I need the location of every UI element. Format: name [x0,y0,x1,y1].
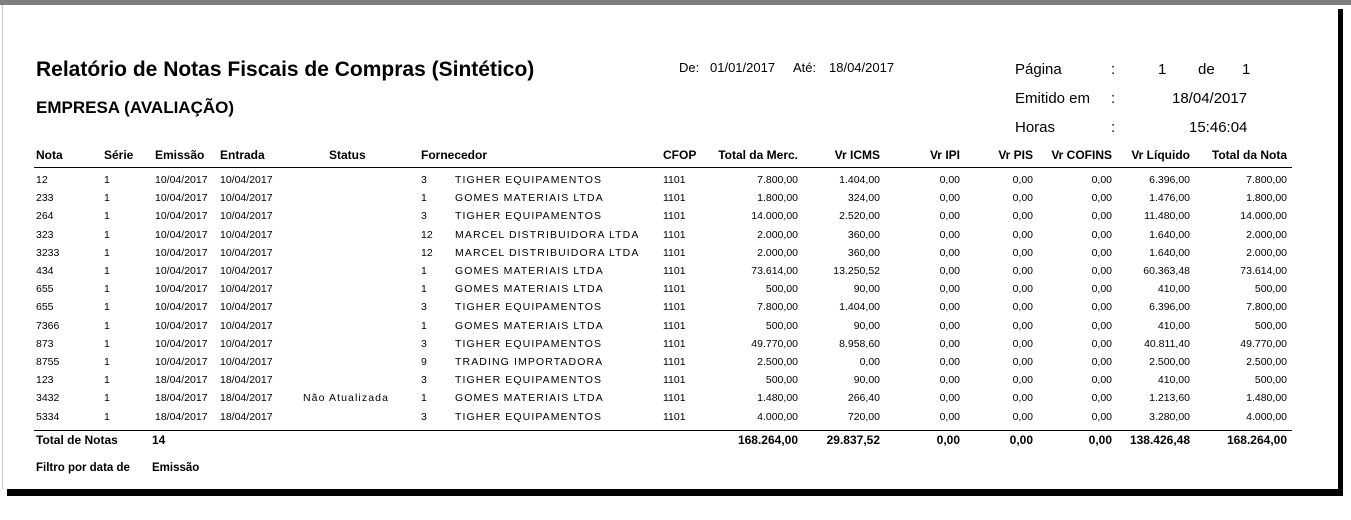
cell-serie: 1 [104,265,110,277]
cell-serie: 1 [104,356,110,368]
cell-nota: 655 [36,301,54,314]
cell-vr-liquido: 1.476,00 [1149,192,1190,205]
cell-entrada: 10/04/2017 [220,319,273,332]
cell-cfop: 1101 [663,283,686,296]
table-row [0,410,1351,428]
cell-vr-pis: 0,00 [1012,265,1033,277]
cell-fornecedor-nome: TIGHER EQUIPAMENTOS [455,410,603,423]
cell-serie: 1 [104,392,110,405]
cell-vr-cofins: 0,00 [1091,410,1112,423]
page-shadow-bottom [7,489,1343,496]
totals-total-nota: 168.264,00 [1226,433,1287,447]
cell-vr-pis: 0,00 [1012,301,1033,314]
cell-emissao: 10/04/2017 [155,210,208,223]
cell-vr-ipi: 0,00 [939,192,960,205]
cell-vr-ipi: 0,00 [939,392,960,405]
column-header-vr-liquido: Vr Líquido [1131,148,1190,162]
cell-cfop: 1101 [663,192,686,205]
cell-cfop: 1101 [663,374,686,387]
cell-vr-ipi: 0,00 [939,210,960,223]
issued-separator: : [1111,90,1116,107]
cell-vr-cofins: 0,00 [1091,174,1112,186]
page-number: 1 [1158,61,1167,78]
period-from-date: 01/01/2017 [710,60,776,75]
page-of-label: de [1198,61,1215,78]
cell-total-nota: 500,00 [1254,283,1287,296]
cell-nota: 655 [36,283,54,296]
cell-entrada: 10/04/2017 [220,337,273,350]
header-divider [34,167,1292,168]
hours-separator: : [1111,119,1116,136]
cell-vr-ipi: 0,00 [939,356,960,368]
cell-vr-icms: 13.250,52 [833,265,880,277]
cell-serie: 1 [104,246,110,259]
cell-vr-icms: 8.958,60 [839,337,880,350]
column-header-vr-icms: Vr ICMS [834,148,880,162]
cell-entrada: 10/04/2017 [220,174,273,186]
cell-entrada: 18/04/2017 [220,374,273,387]
cell-vr-ipi: 0,00 [939,410,960,423]
cell-vr-cofins: 0,00 [1091,337,1112,350]
cell-vr-ipi: 0,00 [939,319,960,332]
cell-vr-icms: 2.520,00 [839,210,880,223]
cell-fornecedor-nome: TIGHER EQUIPAMENTOS [455,374,603,387]
cell-serie: 1 [104,210,110,223]
cell-total-merc: 7.800,00 [757,174,798,186]
cell-emissao: 18/04/2017 [155,410,208,423]
cell-emissao: 10/04/2017 [155,356,208,368]
table-row [0,337,1351,355]
cell-vr-pis: 0,00 [1012,392,1033,405]
cell-vr-pis: 0,00 [1012,374,1033,387]
cell-vr-cofins: 0,00 [1091,319,1112,332]
cell-cfop: 1101 [663,356,686,368]
cell-cfop: 1101 [663,392,686,405]
table-row [0,264,1351,282]
cell-emissao: 10/04/2017 [155,192,208,205]
cell-vr-pis: 0,00 [1012,192,1033,205]
totals-vr-pis: 0,00 [1009,433,1033,447]
cell-vr-cofins: 0,00 [1091,265,1112,277]
filter-value: Emissão [152,462,200,474]
cell-vr-liquido: 6.396,00 [1149,301,1190,314]
cell-vr-cofins: 0,00 [1091,246,1112,259]
cell-fornecedor-nome: GOMES MATERIAIS LTDA [455,392,604,405]
cell-cfop: 1101 [663,301,686,314]
cell-total-nota: 2.500,00 [1246,356,1287,368]
table-row [0,191,1351,209]
cell-vr-cofins: 0,00 [1091,210,1112,223]
table-row [0,319,1351,337]
cell-serie: 1 [104,192,110,205]
cell-emissao: 10/04/2017 [155,319,208,332]
column-header-nota: Nota [36,148,63,162]
cell-fornecedor-codigo: 3 [421,374,427,387]
cell-total-nota: 7.800,00 [1246,301,1287,314]
cell-total-merc: 1.800,00 [757,192,798,205]
cell-total-merc: 500,00 [765,374,798,387]
cell-vr-liquido: 410,00 [1157,283,1190,296]
cell-entrada: 10/04/2017 [220,192,273,205]
cell-total-merc: 7.800,00 [757,301,798,314]
cell-fornecedor-codigo: 12 [421,228,433,241]
table-row [0,391,1351,409]
cell-vr-liquido: 1.640,00 [1149,228,1190,241]
hours-label: Horas [1015,119,1056,136]
cell-nota: 233 [36,192,54,205]
cell-fornecedor-nome: TIGHER EQUIPAMENTOS [455,210,603,223]
cell-total-nota: 1.480,00 [1246,392,1287,405]
totals-vr-cofins: 0,00 [1088,433,1112,447]
cell-vr-liquido: 2.500,00 [1149,356,1190,368]
column-header-fornecedor: Fornecedor [421,148,488,162]
cell-vr-liquido: 60.363,48 [1143,265,1190,277]
cell-fornecedor-codigo: 3 [421,410,427,423]
cell-vr-icms: 266,40 [847,392,880,405]
cell-vr-pis: 0,00 [1012,283,1033,296]
cell-vr-liquido: 410,00 [1157,319,1190,332]
cell-fornecedor-nome: TIGHER EQUIPAMENTOS [455,174,603,186]
cell-total-merc: 49.770,00 [751,337,798,350]
cell-nota: 123 [36,374,54,387]
cell-vr-cofins: 0,00 [1091,392,1112,405]
cell-fornecedor-codigo: 3 [421,174,427,186]
cell-total-nota: 2.000,00 [1246,246,1287,259]
cell-vr-icms: 720,00 [847,410,880,423]
company-name: EMPRESA (AVALIAÇÃO) [36,98,235,117]
cell-fornecedor-codigo: 1 [421,283,427,296]
totals-count: 14 [152,433,166,447]
cell-vr-liquido: 40.811,40 [1144,337,1190,350]
cell-nota: 5334 [36,410,60,423]
cell-fornecedor-codigo: 12 [421,246,433,259]
cell-nota: 3233 [36,246,60,259]
cell-total-nota: 49.770,00 [1240,337,1287,350]
cell-fornecedor-nome: GOMES MATERIAIS LTDA [455,319,604,332]
cell-vr-icms: 1.404,00 [839,301,880,314]
cell-total-merc: 14.000,00 [751,210,798,223]
cell-entrada: 18/04/2017 [220,410,273,423]
period-to-label: Até: [793,60,817,75]
totals-vr-liquido: 138.426,48 [1129,433,1190,447]
cell-nota: 434 [36,265,54,277]
cell-fornecedor-codigo: 1 [421,265,427,277]
cell-entrada: 10/04/2017 [220,210,273,223]
cell-total-merc: 500,00 [765,283,798,296]
period-to-date: 18/04/2017 [829,60,895,75]
cell-vr-liquido: 3.280,00 [1149,410,1190,423]
cell-vr-pis: 0,00 [1012,210,1033,223]
cell-fornecedor-nome: GOMES MATERIAIS LTDA [455,265,604,277]
table-row [0,300,1351,318]
cell-vr-icms: 360,00 [847,228,880,241]
cell-vr-icms: 324,00 [847,192,880,205]
cell-vr-pis: 0,00 [1012,337,1033,350]
cell-emissao: 10/04/2017 [155,283,208,296]
cell-vr-ipi: 0,00 [939,174,960,186]
cell-emissao: 10/04/2017 [155,228,208,241]
cell-fornecedor-nome: TRADING IMPORTADORA [455,356,604,368]
cell-vr-pis: 0,00 [1012,319,1033,332]
cell-emissao: 10/04/2017 [155,337,208,350]
cell-vr-ipi: 0,00 [939,283,960,296]
cell-fornecedor-codigo: 1 [421,319,427,332]
cell-status: Não Atualizada [303,392,390,405]
cell-fornecedor-codigo: 9 [421,356,427,368]
cell-cfop: 1101 [663,337,686,350]
cell-entrada: 10/04/2017 [220,283,273,296]
page-total: 1 [1242,61,1251,78]
page-separator: : [1111,61,1116,78]
cell-fornecedor-codigo: 3 [421,210,427,223]
cell-fornecedor-nome: TIGHER EQUIPAMENTOS [455,301,603,314]
cell-vr-cofins: 0,00 [1091,283,1112,296]
totals-divider [34,430,1292,431]
table-row [0,246,1351,264]
cell-serie: 1 [104,228,110,241]
cell-fornecedor-nome: MARCEL DISTRIBUIDORA LTDA [455,228,640,241]
cell-vr-pis: 0,00 [1012,410,1033,423]
column-header-serie: Série [104,148,134,162]
cell-cfop: 1101 [663,246,686,259]
column-header-vr-cofins: Vr COFINS [1051,148,1112,162]
cell-total-merc: 73.614,00 [751,265,798,277]
cell-vr-icms: 90,00 [853,319,880,332]
cell-cfop: 1101 [663,210,686,223]
totals-total-merc: 168.264,00 [737,433,798,447]
cell-serie: 1 [104,301,110,314]
cell-total-nota: 500,00 [1254,319,1287,332]
cell-vr-ipi: 0,00 [939,374,960,387]
totals-label: Total de Notas [36,433,118,447]
cell-vr-liquido: 6.396,00 [1149,174,1190,186]
report-title: Relatório de Notas Fiscais de Compras (Sintético) [36,58,535,81]
cell-entrada: 10/04/2017 [220,228,273,241]
cell-cfop: 1101 [663,410,686,423]
table-row [0,373,1351,391]
page-label: Página [1015,61,1062,78]
cell-vr-icms: 1.404,00 [839,174,880,186]
column-header-vr-pis: Vr PIS [998,148,1033,162]
period-from-label: De: [679,60,700,75]
column-header-cfop: CFOP [663,148,697,162]
cell-entrada: 10/04/2017 [220,301,273,314]
cell-total-nota: 73.614,00 [1240,265,1287,277]
cell-emissao: 18/04/2017 [155,374,208,387]
cell-emissao: 10/04/2017 [155,246,208,259]
table-row [0,228,1351,246]
cell-vr-pis: 0,00 [1012,228,1033,241]
column-header-vr-ipi: Vr IPI [929,148,960,162]
cell-fornecedor-nome: TIGHER EQUIPAMENTOS [455,337,603,350]
cell-vr-cofins: 0,00 [1091,356,1112,368]
cell-vr-icms: 0,00 [859,356,880,368]
cell-fornecedor-codigo: 1 [421,392,427,405]
cell-serie: 1 [104,374,110,387]
table-row [0,209,1351,227]
cell-vr-cofins: 0,00 [1091,192,1112,205]
cell-total-merc: 1.480,00 [757,392,798,405]
totals-vr-icms: 29.837,52 [826,433,880,447]
cell-fornecedor-codigo: 3 [421,337,427,350]
cell-nota: 12 [36,174,48,186]
cell-cfop: 1101 [663,319,686,332]
cell-total-nota: 14.000,00 [1240,210,1287,223]
cell-total-nota: 1.800,00 [1246,192,1287,205]
cell-serie: 1 [104,337,110,350]
column-header-entrada: Entrada [220,148,265,162]
cell-entrada: 18/04/2017 [220,392,273,405]
cell-serie: 1 [104,410,110,423]
cell-cfop: 1101 [663,265,686,277]
cell-total-nota: 500,00 [1254,374,1287,387]
cell-cfop: 1101 [663,228,686,241]
cell-vr-liquido: 1.640,00 [1149,246,1190,259]
cell-emissao: 10/04/2017 [155,301,208,314]
cell-vr-ipi: 0,00 [939,301,960,314]
cell-vr-icms: 360,00 [847,246,880,259]
cell-vr-pis: 0,00 [1012,246,1033,259]
cell-vr-pis: 0,00 [1012,174,1033,186]
cell-vr-liquido: 1.213,60 [1149,392,1190,405]
cell-nota: 7366 [36,319,60,332]
cell-cfop: 1101 [663,174,686,186]
cell-emissao: 10/04/2017 [155,174,208,186]
table-row [0,173,1351,191]
column-header-total-nota: Total da Nota [1211,148,1287,162]
cell-vr-liquido: 11.480,00 [1144,210,1190,223]
cell-total-merc: 500,00 [765,319,798,332]
cell-total-merc: 2.500,00 [757,356,798,368]
cell-fornecedor-nome: MARCEL DISTRIBUIDORA LTDA [455,246,640,259]
cell-vr-icms: 90,00 [853,283,880,296]
cell-fornecedor-nome: GOMES MATERIAIS LTDA [455,192,604,205]
cell-nota: 3432 [36,392,60,405]
table-row [0,282,1351,300]
cell-fornecedor-nome: GOMES MATERIAIS LTDA [455,283,604,296]
cell-serie: 1 [104,174,110,186]
cell-fornecedor-codigo: 1 [421,192,427,205]
table-row [0,355,1351,373]
cell-vr-ipi: 0,00 [939,228,960,241]
cell-total-nota: 2.000,00 [1246,228,1287,241]
hours-value: 15:46:04 [1189,119,1248,136]
cell-total-nota: 4.000,00 [1246,410,1287,423]
cell-entrada: 10/04/2017 [220,356,273,368]
cell-vr-pis: 0,00 [1012,356,1033,368]
filter-label: Filtro por data de [36,462,130,474]
cell-entrada: 10/04/2017 [220,265,273,277]
cell-emissao: 10/04/2017 [155,265,208,277]
cell-vr-icms: 90,00 [853,374,880,387]
cell-total-merc: 2.000,00 [757,228,798,241]
cell-nota: 873 [36,337,54,350]
cell-entrada: 10/04/2017 [220,246,273,259]
cell-total-merc: 2.000,00 [757,246,798,259]
issued-date: 18/04/2017 [1172,90,1248,107]
cell-vr-ipi: 0,00 [939,246,960,259]
cell-vr-cofins: 0,00 [1091,374,1112,387]
cell-vr-ipi: 0,00 [939,337,960,350]
column-header-total-merc: Total da Merc. [718,148,798,162]
totals-vr-ipi: 0,00 [936,433,960,447]
cell-serie: 1 [104,319,110,332]
issued-label: Emitido em [1015,90,1091,107]
cell-fornecedor-codigo: 3 [421,301,427,314]
column-header-emissao: Emissão [155,148,205,162]
cell-total-merc: 4.000,00 [757,410,798,423]
cell-serie: 1 [104,283,110,296]
cell-nota: 264 [36,210,54,223]
cell-vr-liquido: 410,00 [1157,374,1190,387]
cell-vr-cofins: 0,00 [1091,228,1112,241]
cell-vr-ipi: 0,00 [939,265,960,277]
cell-nota: 323 [36,228,54,241]
cell-nota: 8755 [36,356,60,368]
cell-emissao: 18/04/2017 [155,392,208,405]
column-header-status: Status [329,148,366,162]
cell-total-nota: 7.800,00 [1246,174,1287,186]
cell-vr-cofins: 0,00 [1091,301,1112,314]
